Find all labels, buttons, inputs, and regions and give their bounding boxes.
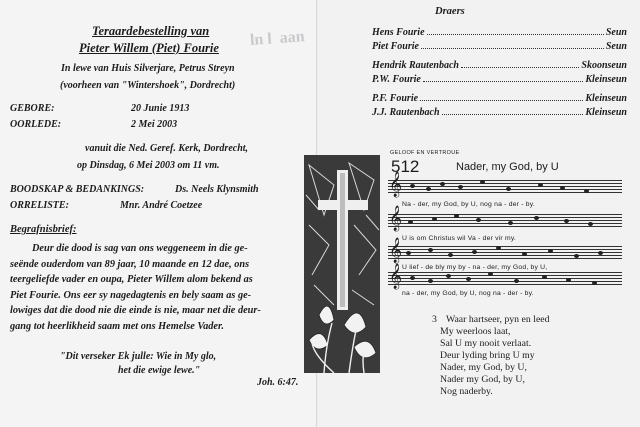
right-page: [318, 0, 640, 427]
treble-clef-icon: 𝄞: [389, 172, 403, 197]
verse-line: Sal U my nooit verlaat.: [440, 338, 532, 349]
lyric-line: na - der, my God, by U, nog na - der - by.: [402, 290, 534, 297]
pallbearer-row: Piet Fourie Seun: [372, 41, 627, 52]
quote-line1: "Dit verseker Ek julle: Wie in My glo,: [60, 351, 217, 362]
service-line2: op Dinsdag, 6 Mei 2003 om 11 vm.: [77, 160, 220, 171]
obituary-line: gang tot heerlikheid saam met ons Hemelse Vader.: [10, 320, 224, 332]
obituary-line: seënde ouderdom van 89 jaar, 10 maande en 12 dae, ons: [10, 258, 250, 270]
cross-lily-illustration: [304, 155, 380, 373]
born-label: GEBORE:: [10, 103, 55, 114]
heading: Teraardebestelling van: [92, 24, 210, 38]
verse-number: 3: [432, 314, 437, 325]
service-line1: vanuit die Ned. Geref. Kerk, Dordrecht,: [85, 143, 249, 154]
verse-line: Deur lyding bring U my: [440, 350, 535, 361]
verse-line: My weerloos laat,: [440, 326, 511, 337]
obituary-heading: Begrafnisbrief:: [10, 224, 77, 235]
pallbearer-row: Hens Fourie Seun: [372, 27, 627, 38]
verse-line: Nader, my God, by U,: [440, 362, 527, 373]
obituary-line: Deur die dood is sag van ons weggeneem in die ge-: [32, 243, 248, 254]
message-value: Ds. Neels Klynsmith: [175, 184, 259, 195]
lyric-line: U is om Christus wil Va - der vir my.: [402, 235, 517, 242]
residence-line2: (voorheen van "Wintershoek", Dordrecht): [60, 80, 236, 91]
bleed-through-text: ln l aan: [249, 28, 306, 49]
verse-line: Nog naderby.: [440, 386, 493, 397]
pallbearer-row: P.F. Fourie Kleinseun: [372, 93, 627, 104]
left-page: [0, 0, 318, 427]
obituary-line: Piet Fourie. Ons eer sy nagedagtenis en bely saam as ge-: [10, 289, 252, 301]
hymn-title: Nader, my God, by U: [456, 161, 559, 173]
residence-line1: In lewe van Huis Silverjare, Petrus Streyn: [61, 63, 235, 74]
pallbearer-row: J.J. Rautenbach Kleinseun: [372, 107, 627, 118]
obituary-line: lowiges dat die dood nie die einde is nie, maar net die deur-: [10, 305, 261, 316]
verse-line: Waar hartseer, pyn en leed: [446, 314, 550, 325]
hymn-number: 512: [391, 157, 420, 176]
hymnal-label: GELOOF EN VERTROUE: [390, 150, 460, 156]
lyric-line: U lief - de bly my by - na - der, my God, by U,: [402, 264, 548, 271]
message-label: BOODSKAP & BEDANKINGS:: [10, 184, 145, 195]
quote-reference: Joh. 6:47.: [257, 377, 299, 388]
died-value: 2 Mei 2003: [131, 119, 178, 130]
died-label: OORLEDE:: [10, 119, 62, 130]
pallbearers-heading: Draers: [435, 6, 465, 17]
pallbearer-row: Hendrik Rautenbach Skoonseun: [372, 60, 627, 71]
organist-value: Mnr. André Coetzee: [120, 200, 203, 211]
deceased-name: Pieter Willem (Piet) Fourie: [79, 41, 219, 55]
obituary-line: teergeliefde vader en oupa, Pieter Willem alom bekend as: [10, 274, 253, 285]
treble-clef-icon: 𝄞: [389, 264, 403, 289]
born-value: 20 Junie 1913: [131, 103, 190, 114]
lyric-line: Na - der, my God, by U, nog na - der - by.: [402, 201, 535, 208]
treble-clef-icon: 𝄞: [389, 206, 403, 231]
verse-line: Nader my God, by U,: [440, 374, 525, 385]
quote-line2: het die ewige lewe.": [118, 365, 201, 376]
treble-clef-icon: 𝄞: [389, 238, 403, 263]
pallbearer-row: P.W. Fourie Kleinseun: [372, 74, 627, 85]
obituary-text: [10, 241, 310, 334]
organist-label: ORRELISTE:: [10, 200, 69, 211]
